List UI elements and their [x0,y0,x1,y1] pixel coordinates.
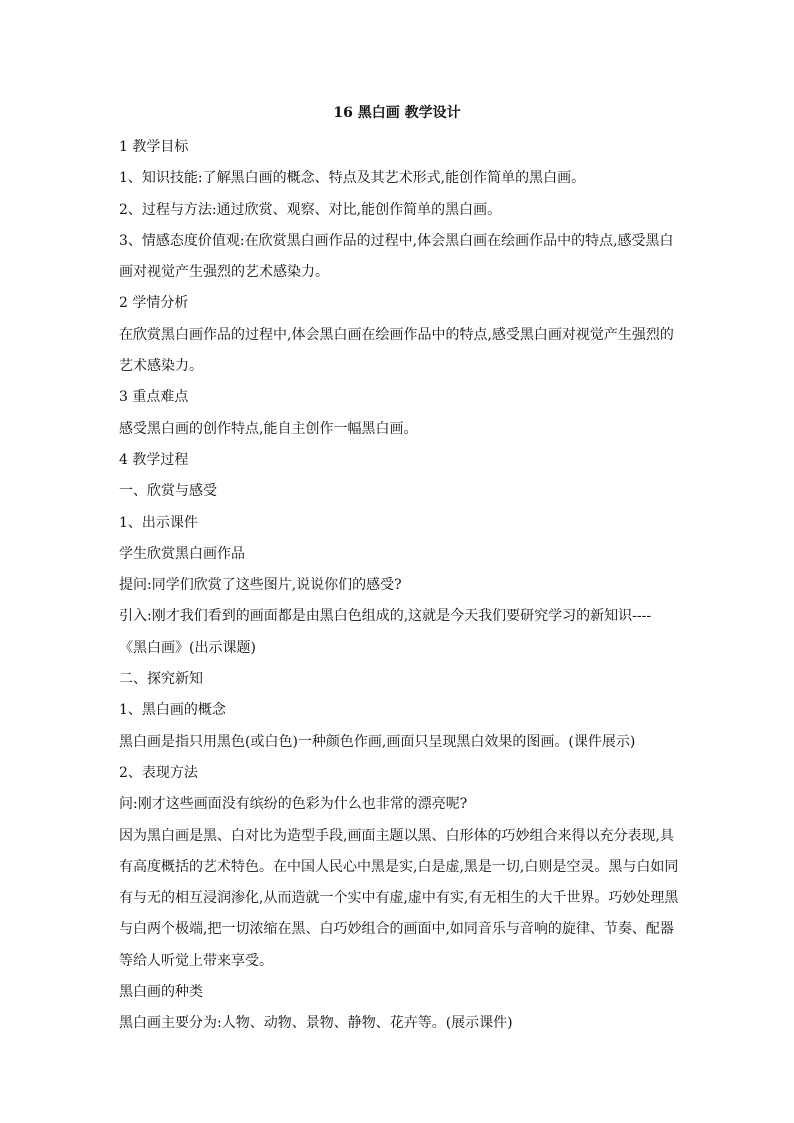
text-line: 2、表现方法 [119,764,198,781]
text-line: 引入:刚才我们看到的画面都是由黑白色组成的,这就是今天我们要研究学习的新知识---- [119,608,652,625]
text-line: 黑白画是指只用黑色(或白色)一种颜色作画,画面只呈现黑白效果的图画。(课件展示) [119,733,636,750]
text-line: 黑白画的种类 [119,984,203,1001]
text-line: 1 教学目标 [119,139,189,155]
text-line: 3、情感态度价值观:在欣赏黑白画作品的过程中,体会黑白画在绘画作品中的特点,感受黑白 [119,232,674,249]
text-line: 一、欣赏与感受 [119,483,217,500]
text-line: 艺术感染力。 [119,358,203,375]
document-body [119,132,679,1040]
text-line: 与白两个极端,把一切浓缩在黑、白巧妙组合的画面中,如同音乐与音响的旋律、节奏、配器 [119,921,674,938]
text-line: 1、出示课件 [119,514,198,531]
text-line: 问:刚才这些画面没有缤纷的色彩为什么也非常的漂亮呢? [119,796,468,813]
text-line: 黑白画主要分为:人物、动物、景物、静物、花卉等。(展示课件) [119,1015,513,1032]
text-line: 画对视觉产生强烈的艺术感染力。 [119,264,329,281]
text-line: 1、知识技能:了解黑白画的概念、特点及其艺术形式,能创作简单的黑白画。 [119,170,586,187]
text-line: 在欣赏黑白画作品的过程中,体会黑白画在绘画作品中的特点,感受黑白画对视觉产生强烈的 [119,326,674,343]
text-line: 因为黑白画是黑、白对比为造型手段,画面主题以黑、白形体的巧妙组合来得以充分表现,具 [119,827,674,844]
text-line: 4 教学过程 [119,451,189,468]
text-line: 学生欣赏黑白画作品 [119,545,245,562]
text-line: 二、探究新知 [119,671,203,688]
document-title: 16 黑白画 教学设计 [333,105,461,121]
text-line: 等给人听觉上带来享受。 [119,952,273,969]
text-line: 提问:同学们欣赏了这些图片,说说你们的感受? [119,577,402,594]
text-line: 有与无的相互浸润渗化,从而造就一个实中有虚,虚中有实,有无相生的大千世界。巧妙处理黑 [119,890,679,907]
text-line: 2、过程与方法:通过欣赏、观察、对比,能创作简单的黑白画。 [119,201,502,218]
text-line: 《黑白画》(出示课题) [119,639,256,656]
text-line: 感受黑白画的创作特点,能自主创作一幅黑白画。 [119,420,418,437]
text-line: 1、黑白画的概念 [119,702,226,719]
text-line: 2 学情分析 [119,295,189,312]
text-line: 有高度概括的艺术特色。在中国人民心中黑是实,白是虚,黑是一切,白则是空灵。黑与白如同 [119,858,679,875]
text-line: 3 重点难点 [119,389,189,406]
